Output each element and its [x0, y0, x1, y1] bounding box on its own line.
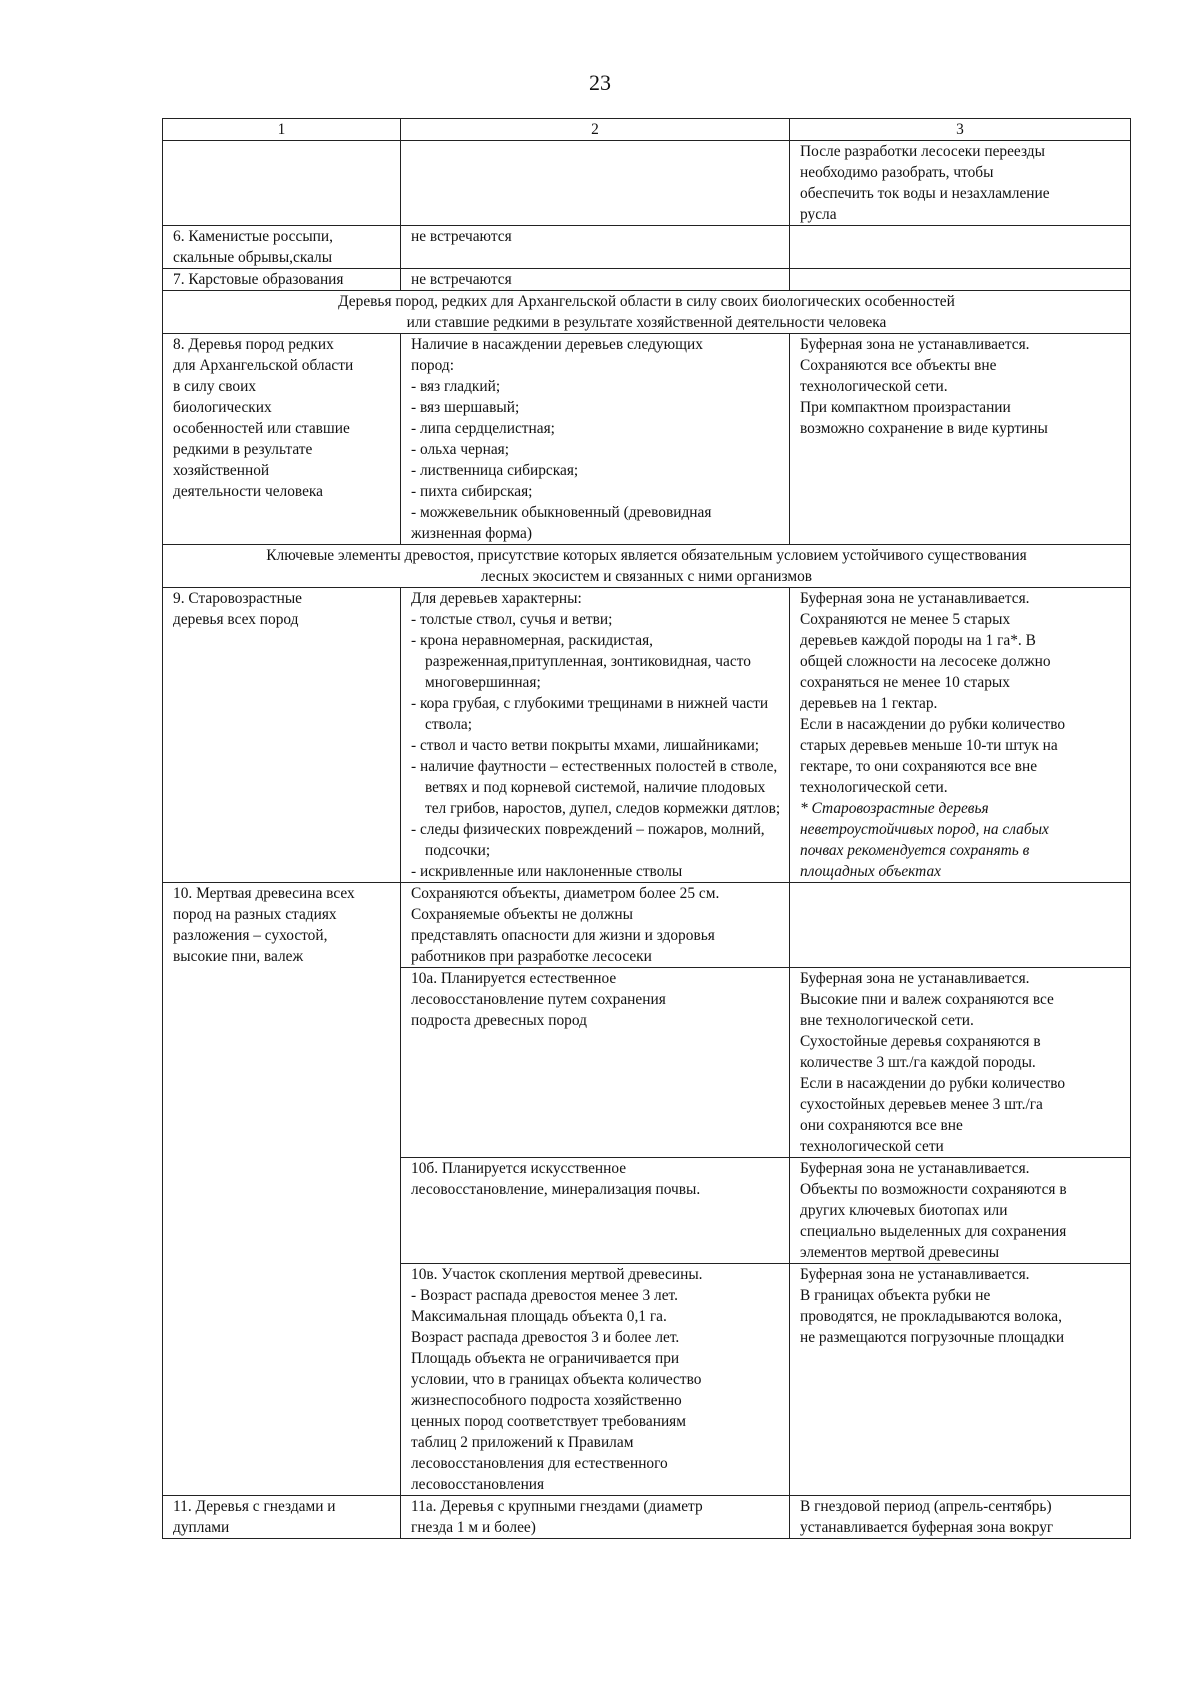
- text-line: биологических: [173, 399, 272, 416]
- list-item: - кора грубая, с глубокими трещинами в нижней части ствола;: [411, 695, 769, 733]
- text-line: элементов мертвой древесины: [800, 1244, 1000, 1261]
- text-line: - липа сердцелистная;: [411, 420, 555, 437]
- text-line: работников при разработке лесосеки: [411, 948, 652, 965]
- text-line: таблиц 2 приложений к Правилам: [411, 1434, 634, 1451]
- text-line: обеспечить ток воды и незахламление: [800, 185, 1050, 202]
- text-line: Объекты по возможности сохраняются в: [800, 1181, 1067, 1198]
- text-line: * Старовозрастные деревья: [800, 800, 989, 817]
- characteristics-list: [411, 609, 783, 882]
- text-line: гнезда 1 м и более): [411, 1519, 536, 1536]
- text-line: они сохраняются все вне: [800, 1117, 963, 1134]
- text-line: После разработки лесосеки переезды: [800, 143, 1045, 160]
- section-title: [163, 291, 1131, 334]
- cell-description: [401, 1496, 790, 1539]
- cell-description: [401, 226, 790, 269]
- text-line: Буферная зона не устанавливается.: [800, 1266, 1030, 1283]
- text-line: Возраст распада древостоя 3 и более лет.: [411, 1329, 680, 1346]
- text-line: жизнеспособного подроста хозяйственно: [411, 1392, 682, 1409]
- text-line: невeтроустойчивых пород, на слабых: [800, 821, 1049, 838]
- table-row-9: [163, 588, 1131, 883]
- text-line: не встречаются: [411, 271, 512, 288]
- text-line: Буферная зона не устанавливается.: [800, 590, 1030, 607]
- list-item: - толстые ствол, сучья и ветви;: [411, 611, 613, 628]
- cell: [790, 226, 1131, 269]
- text-line: Сухостойные деревья сохраняются в: [800, 1033, 1041, 1050]
- text-line: технологической сети: [800, 1138, 944, 1155]
- cell-requirements: [790, 334, 1131, 545]
- text-line: Деревья пород, редких для Архангельской области в силу своих биологических особенностей: [338, 293, 955, 310]
- text-line: 10. Мертвая древесина всех: [173, 885, 355, 902]
- text-line: 11а. Деревья с крупными гнездами (диаметр: [411, 1498, 703, 1515]
- text-line: высокие пни, валеж: [173, 948, 304, 965]
- cell-description: [401, 968, 790, 1158]
- text-line: жизненная форма): [411, 525, 532, 542]
- cell-object: [163, 269, 401, 291]
- text-line: деревьев каждой породы на 1 га*. В: [800, 632, 1036, 649]
- text-line: необходимо разобрать, чтобы: [800, 164, 994, 181]
- text-line: деревья всех пород: [173, 611, 299, 628]
- cell: [163, 141, 401, 226]
- cell-requirements: [790, 588, 1131, 883]
- text-line: особенностей или ставшие: [173, 420, 350, 437]
- text-line: В границах объекта рубки не: [800, 1287, 991, 1304]
- cell-description: [401, 1158, 790, 1264]
- text-line: деятельности человека: [173, 483, 323, 500]
- header-col-2: 2: [401, 119, 790, 141]
- text-line: вне технологической сети.: [800, 1012, 974, 1029]
- cell: [790, 883, 1131, 968]
- cell-requirements: [790, 1496, 1131, 1539]
- section-title: [163, 545, 1131, 588]
- text-line: лесных экосистем и связанных с ними организмов: [480, 568, 813, 585]
- text-line: Если в насаждении до рубки количество: [800, 1075, 1066, 1092]
- cell-object: [163, 226, 401, 269]
- text-line: Ключевые элементы древостоя, присутствие которых является обязательным условием устойчивого существования: [266, 547, 1027, 564]
- text-line: лесовосстановление путем сохранения: [411, 991, 666, 1008]
- text-line: Наличие в насаждении деревьев следующих: [411, 336, 703, 353]
- text-line: представлять опасности для жизни и здоровья: [411, 927, 715, 944]
- text-line: - вяз гладкий;: [411, 378, 501, 395]
- text-line: Буферная зона не устанавливается.: [800, 336, 1030, 353]
- list-item: - крона неравномерная, раскидистая, разреженная,притупленная, зонтиковидная, часто многовершинная;: [411, 632, 751, 691]
- text-line: Сохраняются все объекты вне: [800, 357, 997, 374]
- section-heading-rare-trees: [163, 291, 1131, 334]
- table-row-11: [163, 1496, 1131, 1539]
- cell: [401, 141, 790, 226]
- text-line: Максимальная площадь объекта 0,1 га.: [411, 1308, 667, 1325]
- page-number: 23: [589, 70, 611, 95]
- header-col-1: 1: [163, 119, 401, 141]
- text-line: возможно сохранение в виде куртины: [800, 420, 1048, 437]
- text-line: 11. Деревья с гнездами и: [173, 1498, 336, 1515]
- table-row-continuation: [163, 141, 1131, 226]
- text-line: При компактном произрастании: [800, 399, 1011, 416]
- text-line: Сохраняются не менее 5 старых: [800, 611, 1011, 628]
- text-line: пород:: [411, 357, 454, 374]
- text-line: 9. Старовозрастные: [173, 590, 303, 607]
- list-intro: Для деревьев характерны:: [411, 590, 582, 607]
- text-line: - лиственница сибирская;: [411, 462, 579, 479]
- text-line: Если в насаждении до рубки количество: [800, 716, 1066, 733]
- text-line: Буферная зона не устанавливается.: [800, 1160, 1030, 1177]
- text-line: хозяйственной: [173, 462, 270, 479]
- text-line: сохраняться не менее 10 старых: [800, 674, 1010, 691]
- table-row-8: [163, 334, 1131, 545]
- list-item: - ствол и часто ветви покрыты мхами, лишайниками;: [411, 737, 760, 754]
- cell-requirements: [790, 1158, 1131, 1264]
- text-line: - ольха черная;: [411, 441, 510, 458]
- text-line: площадных объектах: [800, 863, 942, 880]
- table-row-6: [163, 226, 1131, 269]
- list-item: - наличие фаутности – естественных полостей в стволе, ветвях и под корневой системой, наличие плодовых тел грибов, наростов, дупел, следов кормежки дятлов;: [411, 758, 781, 817]
- text-line: разложения – сухостой,: [173, 927, 328, 944]
- text-line: дуплами: [173, 1519, 230, 1536]
- text-line: старых деревьев меньше 10-ти штук на: [800, 737, 1058, 754]
- text-line: лесовосстановления: [411, 1476, 545, 1493]
- section-heading-key-elements: [163, 545, 1131, 588]
- document-table: [162, 118, 1131, 1539]
- text-line: количестве 3 шт./га каждой породы.: [800, 1054, 1036, 1071]
- text-line: устанавливается буферная зона вокруг: [800, 1519, 1054, 1536]
- cell-requirements: [790, 141, 1131, 226]
- text-line: Высокие пни и валеж сохраняются все: [800, 991, 1054, 1008]
- text-line: Сохраняются объекты, диаметром более 25 см.: [411, 885, 720, 902]
- text-line: технологической сети.: [800, 779, 948, 796]
- text-line: лесовосстановление, минерализация почвы.: [411, 1181, 701, 1198]
- text-line: общей сложности на лесосеке должно: [800, 653, 1051, 670]
- text-line: 10а. Планируется естественное: [411, 970, 617, 987]
- text-line: пород на разных стадиях: [173, 906, 337, 923]
- text-line: условии, что в границах объекта количество: [411, 1371, 702, 1388]
- table-row-7: [163, 269, 1131, 291]
- cell-object: [163, 588, 401, 883]
- text-line: - можжевельник обыкновенный (древовидная: [411, 504, 712, 521]
- text-line: проводятся, не прокладываются волока,: [800, 1308, 1062, 1325]
- text-line: Площадь объекта не ограничивается при: [411, 1350, 680, 1367]
- text-line: не встречаются: [411, 228, 512, 245]
- text-line: или ставшие редкими в результате хозяйственной деятельности человека: [406, 314, 887, 331]
- text-line: для Архангельской области: [173, 357, 354, 374]
- list-item: - следы физических повреждений – пожаров, молний, подсочки;: [411, 821, 765, 859]
- table-header-row: [163, 119, 1131, 141]
- text-line: скальные обрывы,скалы: [173, 249, 333, 266]
- text-line: Буферная зона не устанавливается.: [800, 970, 1030, 987]
- text-line: редкими в результате: [173, 441, 313, 458]
- cell-description: [401, 883, 790, 968]
- text-line: - вяз шершавый;: [411, 399, 520, 416]
- footnote: [800, 798, 1124, 882]
- text-line: русла: [800, 206, 837, 223]
- cell-requirements: [790, 968, 1131, 1158]
- cell-object: [163, 1496, 401, 1539]
- text-line: 7. Карстовые образования: [173, 271, 344, 288]
- text-line: ценных пород соответствует требованиям: [411, 1413, 686, 1430]
- cell-description: [401, 269, 790, 291]
- text-line: 10в. Участок скопления мертвой древесины.: [411, 1266, 703, 1283]
- text-line: 6. Каменистые россыпи,: [173, 228, 334, 245]
- text-line: - Возраст распада древостоя менее 3 лет.: [411, 1287, 678, 1304]
- cell-description: [401, 1264, 790, 1496]
- text-line: технологической сети.: [800, 378, 948, 395]
- text-line: 8. Деревья пород редких: [173, 336, 334, 353]
- cell-description: [401, 588, 790, 883]
- text-line: подроста древесных пород: [411, 1012, 587, 1029]
- text-line: других ключевых биотопах или: [800, 1202, 1008, 1219]
- header-col-3: 3: [790, 119, 1131, 141]
- text-line: гектаре, то они сохраняются все вне: [800, 758, 1038, 775]
- table-row-10: [163, 883, 1131, 968]
- text-line: лесовосстановления для естественного: [411, 1455, 668, 1472]
- text-line: специально выделенных для сохранения: [800, 1223, 1067, 1240]
- cell-object: [163, 883, 401, 1496]
- cell-requirements: [790, 1264, 1131, 1496]
- cell: [790, 269, 1131, 291]
- cell-description: [401, 334, 790, 545]
- requirements-text: [800, 588, 1124, 798]
- text-line: сухостойных деревьев менее 3 шт./га: [800, 1096, 1043, 1113]
- text-line: 10б. Планируется искусственное: [411, 1160, 627, 1177]
- text-line: В гнездовой период (апрель-сентябрь): [800, 1498, 1052, 1515]
- text-line: не размещаются погрузочные площадки: [800, 1329, 1065, 1346]
- text-line: Сохраняемые объекты не должны: [411, 906, 633, 923]
- text-line: - пихта сибирская;: [411, 483, 533, 500]
- text-line: деревьев на 1 гектар.: [800, 695, 938, 712]
- cell-object: [163, 334, 401, 545]
- text-line: почвах рекомендуется сохранять в: [800, 842, 1030, 859]
- text-line: в силу своих: [173, 378, 257, 395]
- list-item: - искривленные или наклоненные стволы: [411, 863, 683, 880]
